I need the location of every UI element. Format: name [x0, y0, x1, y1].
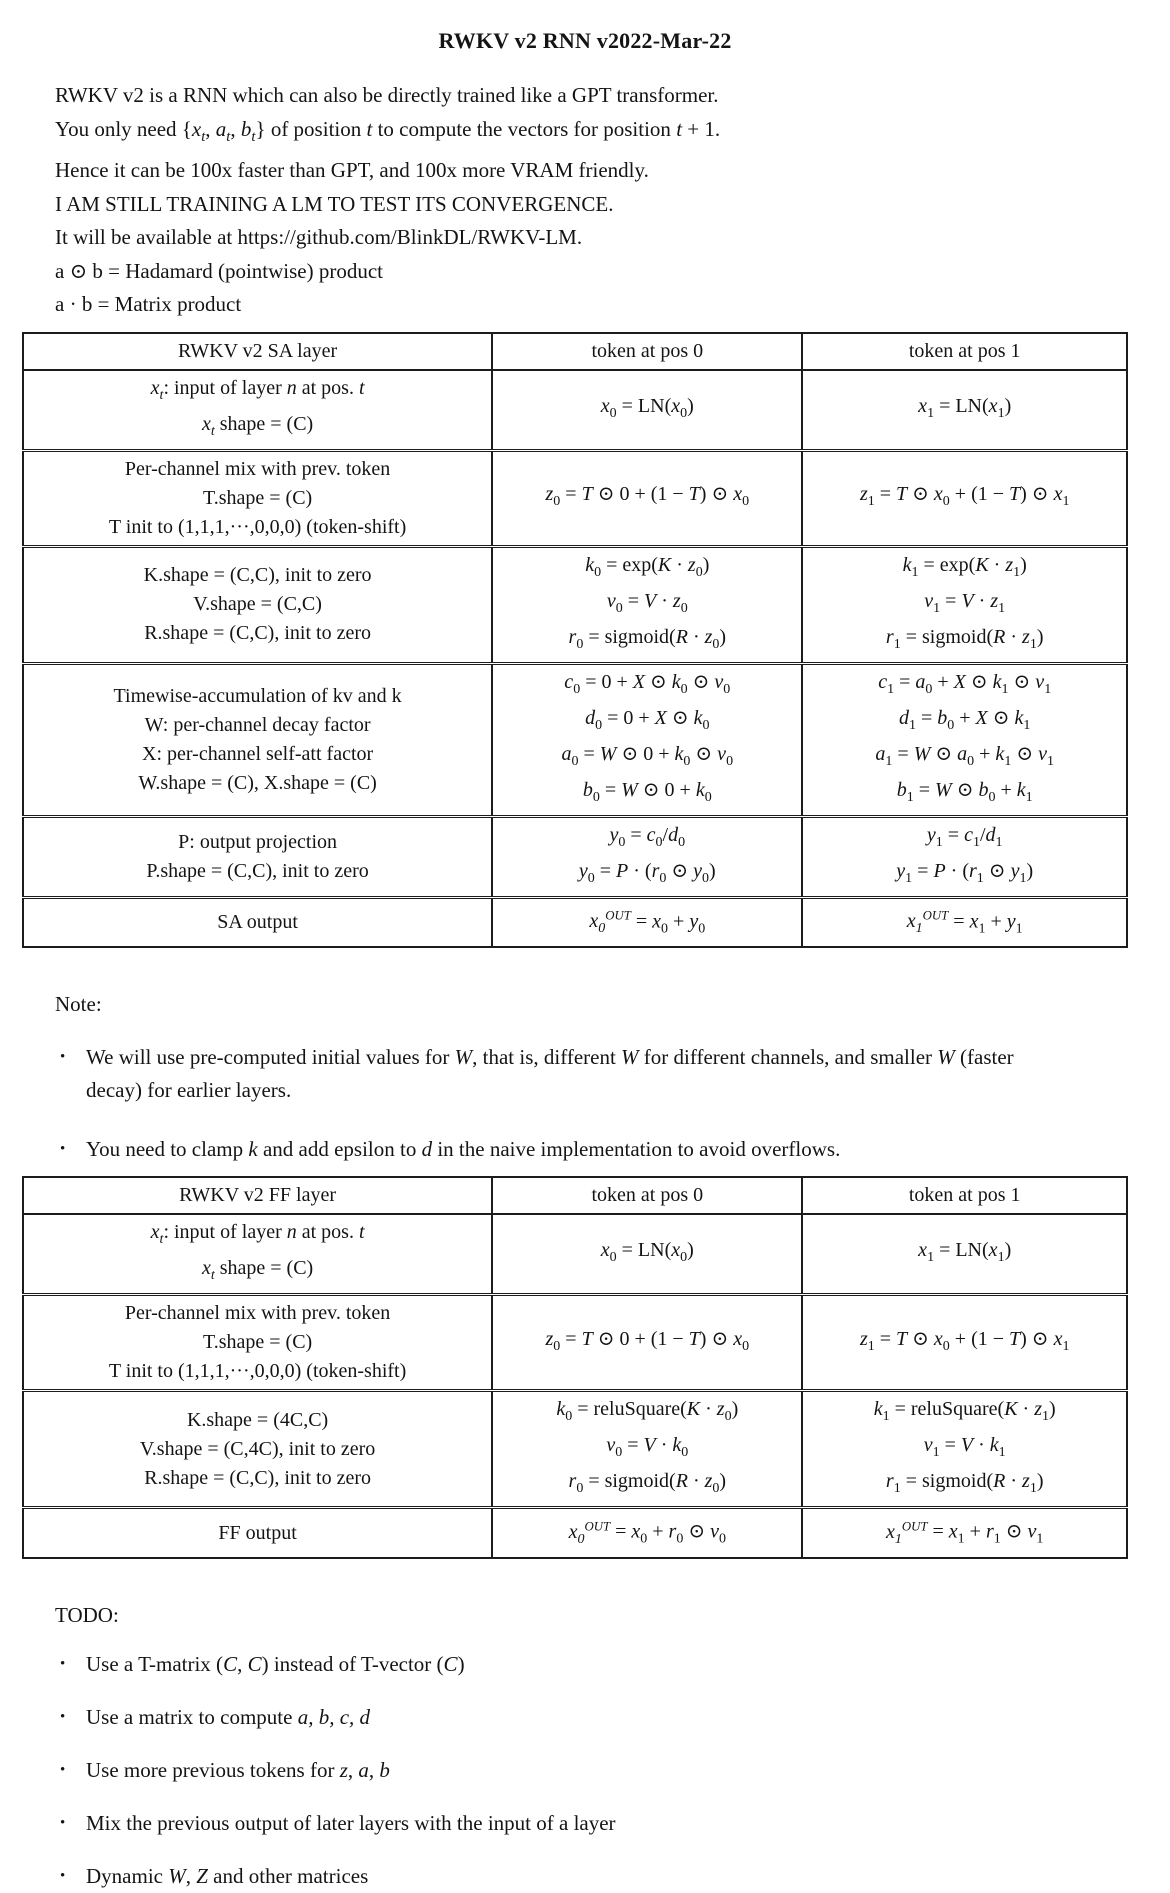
formula-cell-pos0 [492, 370, 802, 451]
todo-bullet [60, 1807, 1070, 1840]
text-line: T init to (1,1,1,···,0,0,0) (token-shift) [108, 1360, 407, 1383]
formula-cell-pos0 [492, 1391, 802, 1508]
header-cell-pos1: token at pos 1 [802, 1177, 1127, 1214]
table-row [23, 1508, 1127, 1558]
text-line: W: per-channel decay factor [144, 713, 371, 736]
table-row [23, 816, 1127, 897]
text-line: $b_1 = W$ ⊙ $b_0 + k_1$ [896, 778, 1033, 805]
formula-cell-pos1 [802, 1295, 1127, 1391]
formula-cell-pos0 [492, 1295, 802, 1391]
header-cell-pos0: token at pos 0 [492, 333, 802, 370]
header-cell-pos1: token at pos 1 [802, 333, 1127, 370]
text-line: Timewise-accumulation of kv and k [113, 684, 402, 707]
text-line: $y_0 = P \cdot (r_0$ ⊙ $y_0$) [578, 859, 716, 886]
formula-cell-pos0 [492, 816, 802, 897]
text-line: $v_1 = V \cdot k_1$ [923, 1434, 1006, 1461]
text-line: $a_1 = W$ ⊙ $a_0 + k_1$ ⊙ $v_1$ [875, 742, 1054, 769]
todo-bullet [60, 1648, 1070, 1681]
text-line: RWKV v2 is a RNN which can also be directly trained like a GPT transformer. [55, 83, 719, 107]
bullet-icon: • [60, 1656, 66, 1672]
text-line: $d_1 = b_0 + X$ ⊙ $k_1$ [898, 706, 1031, 733]
text-line: $z_0 = T$ ⊙ 0 + (1 − T) ⊙ $x_0$ [545, 1327, 750, 1354]
formula-cell-pos1 [802, 816, 1127, 897]
text-line: K.shape = (C,C), init to zero [143, 564, 372, 587]
row-description-cell [23, 816, 492, 897]
table-row [23, 450, 1127, 546]
formula-cell-pos0 [492, 897, 802, 947]
formula-cell-pos1 [802, 1214, 1127, 1295]
text-line: $k_0$ = reluSquare(K · $z_0$) [556, 1398, 739, 1425]
text-line: $y_0 = c_0/d_0$ [609, 823, 686, 850]
header-cell-ff-layer: RWKV v2 FF layer [179, 1184, 337, 1207]
todo-bullet [60, 1860, 1070, 1893]
table-row [23, 897, 1127, 947]
text-line: $k_1$ = reluSquare(K · $z_1$) [873, 1398, 1056, 1425]
table-row [23, 370, 1127, 451]
text-line: R.shape = (C,C), init to zero [144, 1466, 371, 1489]
bullet-text: Mix the previous output of later layers with the input of a layer [86, 1811, 616, 1835]
bullet-icon: • [60, 1868, 66, 1884]
bullet-text: Dynamic W, Z and other matrices [86, 1864, 369, 1888]
text-line: SA output [217, 911, 298, 934]
text-line: Per-channel mix with prev. token [124, 1302, 391, 1325]
table-row [23, 546, 1127, 663]
text-line: $y_1 = P \cdot (r_1$ ⊙ $y_1$) [896, 859, 1034, 886]
row-description-cell [23, 897, 492, 947]
formula-cell-pos0 [492, 663, 802, 816]
note-bullet [60, 1133, 1070, 1166]
text-line: FF output [218, 1521, 297, 1544]
bullet-text: Use a T-matrix (C, C) instead of T-vector (C) [86, 1652, 465, 1676]
todo-label: TODO: [55, 1603, 119, 1627]
text-line: $r_0$ = sigmoid(R · $z_0$) [568, 625, 727, 652]
bullet-text: You need to clamp k and add epsilon to d in the naive implementation to avoid overflows. [86, 1137, 841, 1162]
text-line: $x_t$: input of layer n at pos. t [150, 1221, 365, 1248]
formula-cell-pos1 [802, 1391, 1127, 1508]
table-row [23, 1295, 1127, 1391]
header-cell-sa-layer: RWKV v2 SA layer [178, 339, 338, 362]
text-line: T init to (1,1,1,···,0,0,0) (token-shift) [108, 515, 407, 538]
text-line: $x_t$ shape = (C) [201, 1257, 314, 1284]
text-line: $c_0 = 0 + X$ ⊙ $k_0$ ⊙ $v_0$ [564, 670, 731, 697]
text-line: $z_0 = T$ ⊙ 0 + (1 − T) ⊙ $x_0$ [545, 483, 750, 510]
ff-layer-table [22, 1176, 1128, 1559]
row-description-cell [23, 663, 492, 816]
text-line: $v_1 = V \cdot z_1$ [924, 589, 1006, 616]
text-line: P.shape = (C,C), init to zero [146, 859, 369, 882]
text-line: P: output projection [178, 830, 338, 853]
intro-paragraph [55, 79, 1130, 322]
formula-cell-pos1 [802, 370, 1127, 451]
bullet-text: Use a matrix to compute a, b, c, d [86, 1705, 371, 1729]
todo-bullet [60, 1701, 1070, 1734]
text-line: You only need {$x_t$, $a_t$, $b_t$} of position t to compute the vectors for position t + 1. [55, 116, 721, 145]
text-line: W.shape = (C), X.shape = (C) [138, 771, 377, 794]
bullet-icon: • [60, 1049, 66, 1066]
text-line: a ⊙ b = Hadamard (pointwise) product [55, 258, 384, 283]
formula-cell-pos1 [802, 897, 1127, 947]
bullet-text: Use more previous tokens for z, a, b [86, 1758, 390, 1782]
text-line: $a_0 = W$ ⊙ $0 + k_0$ ⊙ $v_0$ [561, 742, 734, 769]
table-header-row [23, 333, 1127, 370]
text-line: V.shape = (C,C) [193, 593, 322, 616]
text-line: I AM STILL TRAINING A LM TO TEST ITS CONVERGENCE. [55, 191, 614, 216]
row-description-cell [23, 546, 492, 663]
text-line: $x_1 = LN(x_1)$ [918, 1239, 1012, 1266]
text-line: T.shape = (C) [202, 486, 313, 509]
formula-cell-pos1 [802, 546, 1127, 663]
text-line: $v_0 = V \cdot k_0$ [606, 1434, 689, 1461]
table-row [23, 1391, 1127, 1508]
page-title: RWKV v2 RNN v2022-Mar-22 [438, 28, 732, 53]
text-line: T.shape = (C) [202, 1331, 313, 1354]
bullet-text: We will use pre-computed initial values for W, that is, different W for different channels, and smaller W (faster decay) for earlier layers. [86, 1045, 1014, 1103]
text-line: Per-channel mix with prev. token [124, 457, 391, 480]
text-line: $r_1$ = sigmoid(R · $z_1$) [885, 625, 1044, 652]
bullet-icon: • [60, 1709, 66, 1725]
text-line: $k_0 = \exp(K \cdot z_0)$ [585, 553, 710, 580]
text-line: $b_0 = W$ ⊙ $0 + k_0$ [582, 778, 712, 805]
row-description-cell [23, 1214, 492, 1295]
header-cell-pos0: token at pos 0 [492, 1177, 802, 1214]
text-line: $x_1 = LN(x_1)$ [918, 394, 1012, 421]
bullet-icon: • [60, 1762, 66, 1778]
text-line: $k_1 = \exp(K \cdot z_1)$ [902, 553, 1027, 580]
formula-cell-pos0 [492, 1508, 802, 1558]
note-section [0, 992, 1170, 1166]
text-line: X: per-channel self-att factor [142, 742, 374, 765]
bullet-icon: • [60, 1141, 66, 1158]
row-description-cell [23, 1391, 492, 1508]
text-line: a · b = Matrix product [55, 292, 242, 317]
text-line: $x_0 = LN(x_0)$ [600, 394, 694, 421]
row-description-cell [23, 1295, 492, 1391]
text-line: $x_0^{OUT} = x_0 + r_0$ ⊙ $v_0$ [568, 1519, 726, 1547]
text-line: $y_1 = c_1/d_1$ [926, 823, 1003, 850]
formula-cell-pos0 [492, 546, 802, 663]
sa-layer-table [22, 332, 1128, 949]
formula-cell-pos0 [492, 1214, 802, 1295]
table-row [23, 1214, 1127, 1295]
row-description-cell [23, 1508, 492, 1558]
text-line: $d_0 = 0 + X$ ⊙ $k_0$ [585, 706, 710, 733]
text-line: $r_1$ = sigmoid(R · $z_1$) [885, 1470, 1044, 1497]
table-row [23, 663, 1127, 816]
todo-bullet [60, 1754, 1070, 1787]
text-line: $x_0 = LN(x_0)$ [600, 1239, 694, 1266]
text-line: $r_0$ = sigmoid(R · $z_0$) [568, 1470, 727, 1497]
note-label: Note: [55, 992, 102, 1017]
text-line: R.shape = (C,C), init to zero [144, 622, 371, 645]
formula-cell-pos0 [492, 450, 802, 546]
text-line: K.shape = (4C,C) [186, 1408, 329, 1431]
text-line: $x_0^{OUT} = x_0 + y_0$ [589, 908, 706, 937]
text-line: $x_1^{OUT} = x_1 + r_1$ ⊙ $v_1$ [886, 1519, 1044, 1547]
text-line: $z_1 = T$ ⊙ $x_0 + (1 - T)$ ⊙ $x_1$ [859, 483, 1070, 510]
text-line: $c_1 = a_0 + X$ ⊙ $k_1$ ⊙ $v_1$ [878, 670, 1052, 697]
todo-section [0, 1603, 1170, 1893]
text-line: V.shape = (C,4C), init to zero [139, 1437, 376, 1460]
formula-cell-pos1 [802, 663, 1127, 816]
text-line: Hence it can be 100x faster than GPT, and 100x more VRAM friendly. [55, 158, 649, 183]
table-header-row [23, 1177, 1127, 1214]
text-line: $x_t$: input of layer n at pos. t [150, 376, 365, 403]
formula-cell-pos1 [802, 450, 1127, 546]
bullet-icon: • [60, 1815, 66, 1831]
text-line: $x_1^{OUT} = x_1 + y_1$ [906, 908, 1023, 937]
row-description-cell [23, 450, 492, 546]
text-line: $v_0 = V \cdot z_0$ [606, 589, 688, 616]
text-line: $z_1 = T$ ⊙ $x_0 + (1 - T)$ ⊙ $x_1$ [859, 1327, 1070, 1354]
row-description-cell [23, 370, 492, 451]
text-line: It will be available at https://github.com/BlinkDL/RWKV-LM. [55, 225, 583, 250]
formula-cell-pos1 [802, 1508, 1127, 1558]
note-bullet [60, 1041, 1070, 1107]
text-line: $x_t$ shape = (C) [201, 412, 314, 439]
